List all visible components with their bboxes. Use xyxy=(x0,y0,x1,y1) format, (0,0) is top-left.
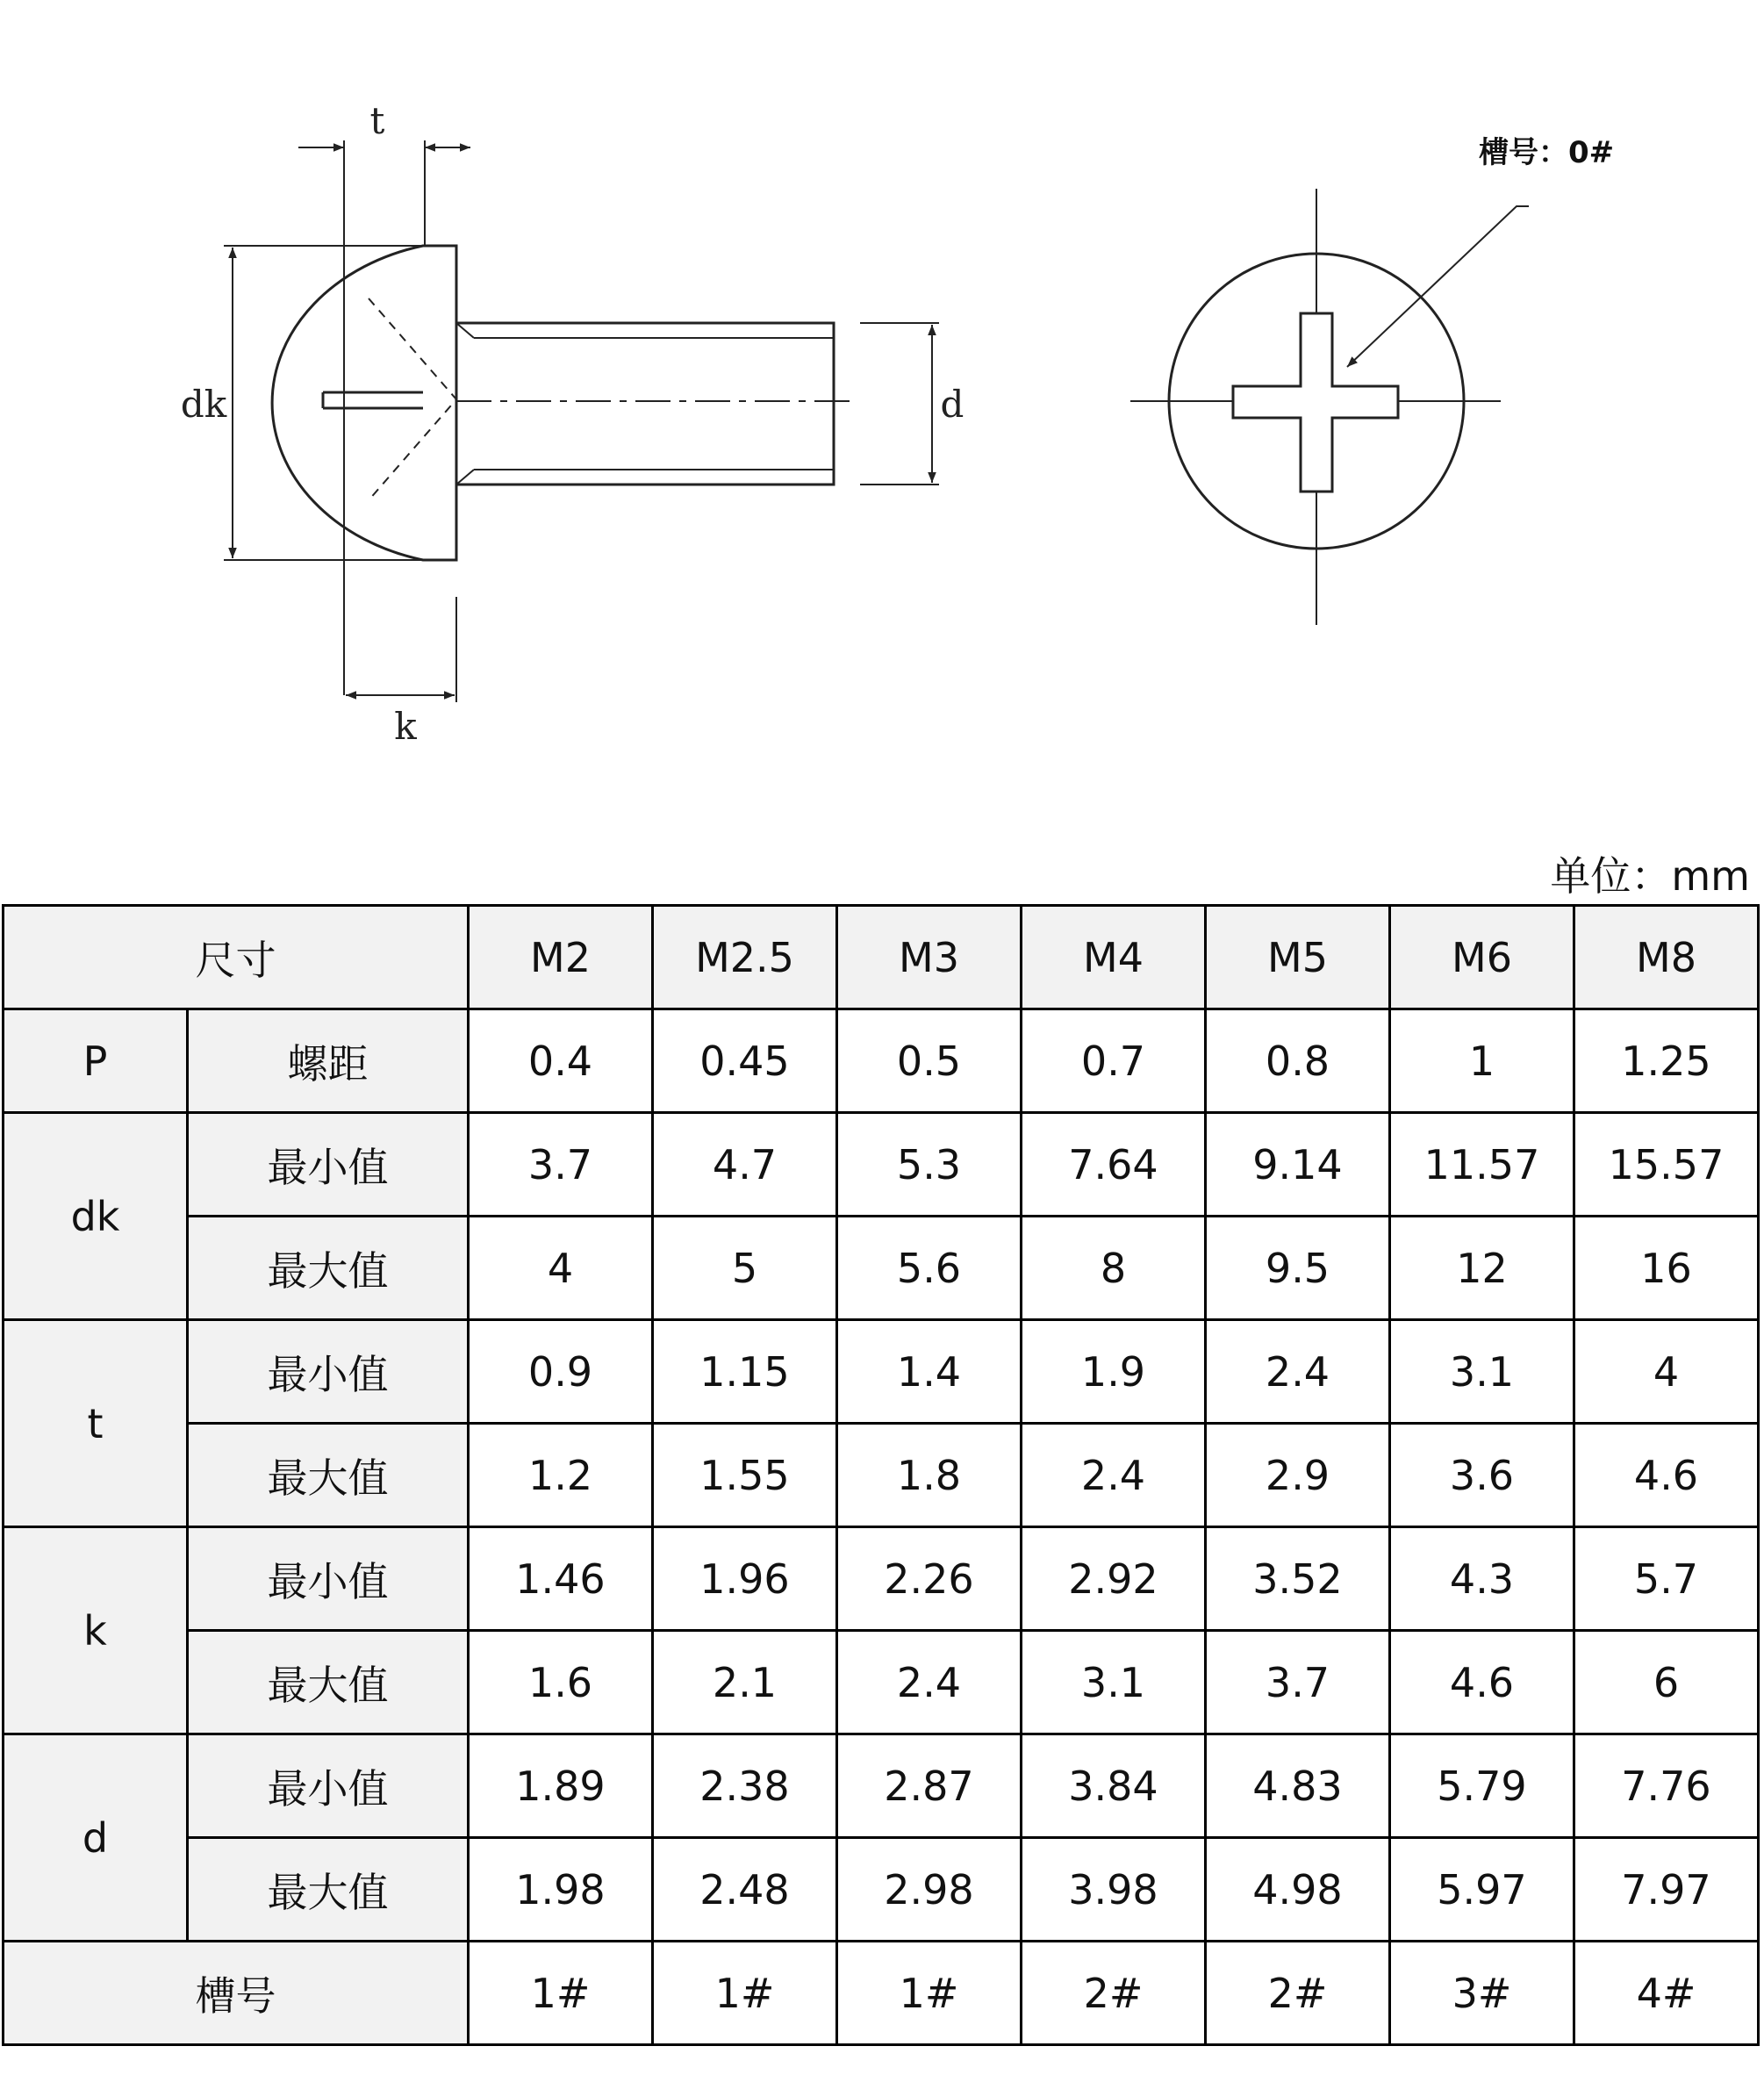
value-cell: 0.9 xyxy=(469,1320,653,1424)
value-cell: 4.83 xyxy=(1206,1734,1390,1838)
value-cell: 0.7 xyxy=(1022,1009,1206,1113)
leader-line xyxy=(1347,206,1529,367)
screw-technical-drawing xyxy=(0,0,1764,816)
label-k: k xyxy=(394,705,417,748)
value-cell: 15.57 xyxy=(1574,1113,1759,1217)
value-cell: 11.57 xyxy=(1390,1113,1574,1217)
phillips-cross-icon xyxy=(1233,313,1398,492)
slot-note: 槽号：0# xyxy=(1479,135,1615,170)
value-cell: 1.46 xyxy=(469,1527,653,1631)
value-cell: 0.4 xyxy=(469,1009,653,1113)
unit-label: 单位：mm xyxy=(1550,852,1750,900)
value-cell: 2.38 xyxy=(653,1734,837,1838)
value-cell: 2.4 xyxy=(1206,1320,1390,1424)
value-cell: 8 xyxy=(1022,1217,1206,1320)
table-row xyxy=(4,1734,1759,1838)
param-symbol: dk xyxy=(4,1113,188,1320)
thread-lines xyxy=(474,338,834,470)
value-cell: 2.87 xyxy=(837,1734,1022,1838)
param-symbol: P xyxy=(4,1009,188,1113)
slot-cell: 1# xyxy=(469,1942,653,2045)
value-cell: 1.25 xyxy=(1574,1009,1759,1113)
value-cell: 1.55 xyxy=(653,1424,837,1527)
value-cell: 16 xyxy=(1574,1217,1759,1320)
value-cell: 1.9 xyxy=(1022,1320,1206,1424)
row-label: 螺距 xyxy=(188,1009,469,1113)
header-row xyxy=(4,906,1759,1009)
top-view xyxy=(1130,189,1529,625)
size-header: 尺寸 xyxy=(4,906,469,1009)
value-cell: 5.6 xyxy=(837,1217,1022,1320)
value-cell: 2.1 xyxy=(653,1631,837,1734)
table-row xyxy=(4,1217,1759,1320)
value-cell: 0.45 xyxy=(653,1009,837,1113)
value-cell: 7.97 xyxy=(1574,1838,1759,1942)
value-cell: 4.6 xyxy=(1574,1424,1759,1527)
value-cell: 4.7 xyxy=(653,1113,837,1217)
hidden-lines xyxy=(369,298,456,500)
value-cell: 2.9 xyxy=(1206,1424,1390,1527)
table-row xyxy=(4,1631,1759,1734)
param-symbol: d xyxy=(4,1734,188,1942)
size-col-header: M2 xyxy=(469,906,653,1009)
value-cell: 4.6 xyxy=(1390,1631,1574,1734)
value-cell: 1.6 xyxy=(469,1631,653,1734)
table-row xyxy=(4,1320,1759,1424)
size-col-header: M5 xyxy=(1206,906,1390,1009)
value-cell: 2.92 xyxy=(1022,1527,1206,1631)
value-cell: 5.97 xyxy=(1390,1838,1574,1942)
slot-label: 槽号 xyxy=(4,1942,469,2045)
value-cell: 9.5 xyxy=(1206,1217,1390,1320)
row-label: 最小值 xyxy=(188,1320,469,1424)
value-cell: 1.8 xyxy=(837,1424,1022,1527)
value-cell: 3.6 xyxy=(1390,1424,1574,1527)
size-col-header: M8 xyxy=(1574,906,1759,1009)
slot-cell: 4# xyxy=(1574,1942,1759,2045)
label-t: t xyxy=(369,99,385,142)
table-row xyxy=(4,1838,1759,1942)
row-label: 最小值 xyxy=(188,1527,469,1631)
value-cell: 3.7 xyxy=(1206,1631,1390,1734)
slot-cell: 2# xyxy=(1206,1942,1390,2045)
value-cell: 1.98 xyxy=(469,1838,653,1942)
value-cell: 5.3 xyxy=(837,1113,1022,1217)
head-slot xyxy=(323,392,423,408)
value-cell: 4.98 xyxy=(1206,1838,1390,1942)
value-cell: 1.96 xyxy=(653,1527,837,1631)
value-cell: 3.98 xyxy=(1022,1838,1206,1942)
spec-table xyxy=(2,904,1760,2046)
value-cell: 5 xyxy=(653,1217,837,1320)
size-col-header: M3 xyxy=(837,906,1022,1009)
param-symbol: t xyxy=(4,1320,188,1527)
table-row xyxy=(4,1424,1759,1527)
value-cell: 1.89 xyxy=(469,1734,653,1838)
value-cell: 5.7 xyxy=(1574,1527,1759,1631)
slot-cell: 2# xyxy=(1022,1942,1206,2045)
value-cell: 2.98 xyxy=(837,1838,1022,1942)
value-cell: 2.26 xyxy=(837,1527,1022,1631)
table-row xyxy=(4,1113,1759,1217)
size-col-header: M6 xyxy=(1390,906,1574,1009)
row-label: 最大值 xyxy=(188,1424,469,1527)
slot-cell: 3# xyxy=(1390,1942,1574,2045)
value-cell: 3.84 xyxy=(1022,1734,1206,1838)
label-dk: dk xyxy=(180,383,227,426)
label-d: d xyxy=(940,383,964,426)
value-cell: 3.1 xyxy=(1022,1631,1206,1734)
value-cell: 5.79 xyxy=(1390,1734,1574,1838)
value-cell: 1.2 xyxy=(469,1424,653,1527)
row-label: 最大值 xyxy=(188,1217,469,1320)
value-cell: 0.5 xyxy=(837,1009,1022,1113)
param-symbol: k xyxy=(4,1527,188,1734)
value-cell: 0.8 xyxy=(1206,1009,1390,1113)
value-cell: 4 xyxy=(469,1217,653,1320)
value-cell: 1.4 xyxy=(837,1320,1022,1424)
side-view xyxy=(224,140,939,702)
value-cell: 7.64 xyxy=(1022,1113,1206,1217)
value-cell: 1 xyxy=(1390,1009,1574,1113)
value-cell: 7.76 xyxy=(1574,1734,1759,1838)
value-cell: 3.52 xyxy=(1206,1527,1390,1631)
table-row xyxy=(4,1527,1759,1631)
value-cell: 1.15 xyxy=(653,1320,837,1424)
value-cell: 9.14 xyxy=(1206,1113,1390,1217)
value-cell: 4 xyxy=(1574,1320,1759,1424)
row-label: 最大值 xyxy=(188,1838,469,1942)
slot-cell: 1# xyxy=(653,1942,837,2045)
row-label: 最小值 xyxy=(188,1113,469,1217)
value-cell: 2.4 xyxy=(1022,1424,1206,1527)
slot-cell: 1# xyxy=(837,1942,1022,2045)
table-row xyxy=(4,1009,1759,1113)
slot-row xyxy=(4,1942,1759,2045)
size-col-header: M4 xyxy=(1022,906,1206,1009)
row-label: 最大值 xyxy=(188,1631,469,1734)
size-col-header: M2.5 xyxy=(653,906,837,1009)
value-cell: 6 xyxy=(1574,1631,1759,1734)
value-cell: 12 xyxy=(1390,1217,1574,1320)
value-cell: 4.3 xyxy=(1390,1527,1574,1631)
value-cell: 2.48 xyxy=(653,1838,837,1942)
row-label: 最小值 xyxy=(188,1734,469,1838)
screw-head-outline xyxy=(272,246,456,560)
value-cell: 3.7 xyxy=(469,1113,653,1217)
value-cell: 2.4 xyxy=(837,1631,1022,1734)
value-cell: 3.1 xyxy=(1390,1320,1574,1424)
shaft-outline xyxy=(456,323,834,485)
